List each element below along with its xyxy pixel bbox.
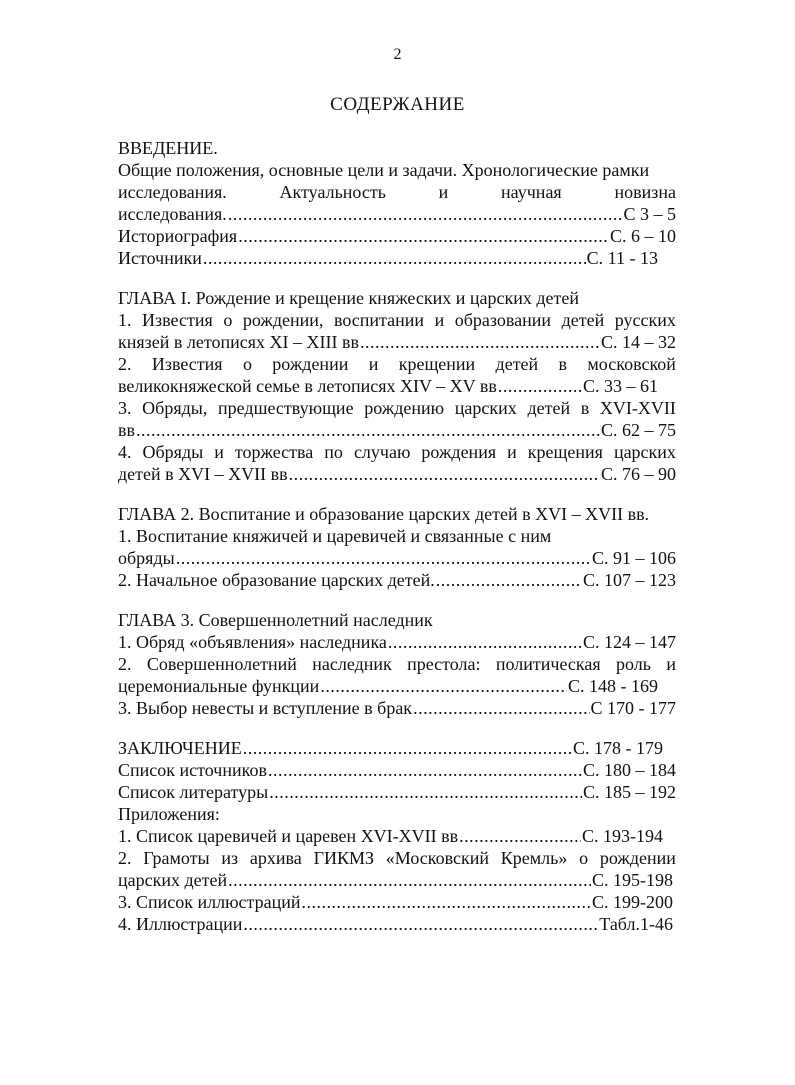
word: ГИКМЗ bbox=[313, 848, 374, 868]
toc-entry-appendix2 bbox=[118, 869, 673, 891]
word: и bbox=[438, 182, 449, 202]
leader-dots bbox=[320, 675, 567, 697]
entry-text: Список литературы bbox=[118, 782, 269, 802]
toc-entry-sources bbox=[118, 247, 658, 269]
entry-text: детей в XVI – XVII вв bbox=[118, 464, 288, 484]
word: 4. bbox=[118, 442, 132, 462]
word: архива bbox=[249, 848, 302, 868]
word: роль bbox=[616, 654, 651, 674]
chapter3-heading: ГЛАВА 3. Совершеннолетний наследник bbox=[118, 610, 433, 630]
entry-page: С. 76 – 90 bbox=[600, 464, 676, 484]
intro-heading: ВВЕДЕНИЕ. bbox=[118, 138, 218, 158]
word: рождения bbox=[421, 442, 497, 462]
toc-entry-historiography bbox=[118, 225, 676, 247]
page-title: СОДЕРЖАНИЕ bbox=[330, 94, 465, 115]
word: в bbox=[580, 398, 590, 418]
appendix2-line1 bbox=[118, 847, 676, 869]
entry-page: С. 107 – 123 bbox=[582, 570, 676, 590]
entry-page: С. 33 – 61 bbox=[582, 376, 658, 396]
word: престола: bbox=[407, 654, 481, 674]
word: Известия bbox=[151, 354, 223, 374]
entry-page: С. 199-200 bbox=[592, 892, 673, 912]
word: русских bbox=[614, 310, 676, 330]
toc-entry-intro bbox=[118, 203, 676, 225]
word: Известия bbox=[142, 310, 213, 330]
word: торжества bbox=[234, 442, 314, 462]
toc-entry-appendix1 bbox=[118, 825, 663, 847]
entry-page: С. 195-198 bbox=[592, 870, 673, 890]
word: детей bbox=[527, 398, 571, 418]
leader-dots bbox=[498, 375, 582, 397]
appendix-heading: Приложения: bbox=[118, 804, 220, 824]
toc-entry-chapter1-item4 bbox=[118, 463, 676, 485]
word: новизна bbox=[614, 182, 676, 202]
word: исследования. bbox=[118, 182, 227, 202]
entry-text: царских детей bbox=[118, 870, 228, 890]
leader-dots bbox=[459, 825, 581, 847]
entry-text: 1. Список царевичей и царевен XVI-XVII вв bbox=[118, 826, 459, 846]
entry-page: С. 91 – 106 bbox=[591, 548, 676, 568]
chapter2-item1-line1: 1. Воспитание княжичей и царевичей и связанные с ним bbox=[118, 526, 552, 546]
leader-dots bbox=[413, 697, 589, 719]
entry-text: вв bbox=[118, 420, 135, 440]
toc-entry-chapter1-item3 bbox=[118, 419, 676, 441]
entry-page: Табл.1-46 bbox=[599, 914, 673, 934]
leader-dots bbox=[268, 759, 582, 781]
entry-text: великокняжеской семье в летописях XIV – XV вв bbox=[118, 376, 497, 396]
entry-text: 2. Начальное образование царских детей. bbox=[118, 570, 435, 590]
word: и bbox=[666, 654, 676, 674]
toc-entry-literature bbox=[118, 781, 676, 803]
toc-entry-appendix3 bbox=[118, 891, 673, 913]
entry-text: 3. Выбор невесты и вступление в брак bbox=[118, 698, 413, 718]
leader-dots bbox=[243, 737, 572, 759]
entry-text: обряды bbox=[118, 548, 175, 568]
entry-text: Историография bbox=[118, 226, 238, 246]
word: научная bbox=[501, 182, 562, 202]
entry-page: С. 6 – 10 bbox=[609, 226, 676, 246]
word: о bbox=[579, 848, 589, 868]
toc-entry-appendix4 bbox=[118, 913, 673, 935]
entry-page: С. 14 – 32 bbox=[600, 332, 676, 352]
entry-text: ЗАКЛЮЧЕНИЕ bbox=[118, 738, 242, 758]
word: Актуальность bbox=[279, 182, 386, 202]
leader-dots bbox=[289, 463, 600, 485]
word: детей bbox=[495, 354, 539, 374]
intro-line-2 bbox=[118, 181, 676, 203]
chapter1-item4-line1 bbox=[118, 441, 676, 463]
word: о bbox=[242, 354, 252, 374]
entry-page: С. 11 - 13 bbox=[586, 248, 658, 268]
chapter3-item2-line1 bbox=[118, 653, 676, 675]
leader-dots bbox=[228, 203, 623, 225]
entry-text: 4. Иллюстрации bbox=[118, 914, 243, 934]
word: и bbox=[368, 354, 379, 374]
word: и bbox=[214, 442, 224, 462]
intro-line-1: Общие положения, основные цели и задачи. Хронологические рамки bbox=[118, 160, 650, 180]
toc-entry-chapter2-item2 bbox=[118, 569, 676, 591]
word: «Московский bbox=[385, 848, 489, 868]
word: и bbox=[507, 442, 517, 462]
word: Грамоты bbox=[143, 848, 210, 868]
toc-entry-chapter1-item1 bbox=[118, 331, 676, 353]
word: из bbox=[221, 848, 239, 868]
word: случаю bbox=[353, 442, 411, 462]
leader-dots bbox=[436, 569, 582, 591]
chapter1-item2-line1 bbox=[118, 353, 676, 375]
entry-page: С 170 - 177 bbox=[590, 698, 676, 718]
entry-text: князей в летописях XI – XIII вв bbox=[118, 332, 359, 352]
entry-page: С. 180 – 184 bbox=[582, 760, 676, 780]
word: 2. bbox=[118, 354, 132, 374]
word: царских bbox=[454, 398, 517, 418]
toc-entry-source-list bbox=[118, 759, 676, 781]
entry-text: 3. Список иллюстраций bbox=[118, 892, 301, 912]
leader-dots bbox=[136, 419, 600, 441]
word: по bbox=[324, 442, 343, 462]
word: 2. bbox=[118, 654, 132, 674]
toc-entry-chapter2-item1 bbox=[118, 547, 676, 569]
leader-dots bbox=[360, 331, 600, 353]
leader-dots bbox=[203, 247, 586, 269]
entry-text: Список источников bbox=[118, 760, 267, 780]
toc-entry-chapter3-item2 bbox=[118, 675, 658, 697]
word: крещения bbox=[527, 442, 603, 462]
entry-text: 1. Обряд «объявления» наследника bbox=[118, 632, 387, 652]
word: рождении bbox=[272, 354, 349, 374]
entry-text: церемониальные функции bbox=[118, 676, 320, 696]
leader-dots bbox=[269, 781, 582, 803]
word: московской bbox=[587, 354, 676, 374]
chapter1-item1-line1 bbox=[118, 309, 676, 331]
chapter1-item3-line1 bbox=[118, 397, 676, 419]
leader-dots bbox=[238, 225, 609, 247]
toc-entry-chapter3-item3 bbox=[118, 697, 676, 719]
word: XVI-XVII bbox=[599, 398, 676, 418]
entry-text: Источники bbox=[118, 248, 202, 268]
word: политическая bbox=[495, 654, 601, 674]
leader-dots bbox=[176, 547, 591, 569]
word: в bbox=[558, 354, 568, 374]
word: предшествующие bbox=[218, 398, 354, 418]
entry-page: С. 148 - 169 bbox=[568, 676, 658, 696]
word: детей bbox=[561, 310, 605, 330]
word: рождении bbox=[599, 848, 676, 868]
entry-page: С. 185 – 192 bbox=[582, 782, 676, 802]
word: Кремль» bbox=[500, 848, 568, 868]
word: 2. bbox=[118, 848, 132, 868]
entry-page: С. 193-194 bbox=[582, 826, 663, 846]
word: наследник bbox=[312, 654, 392, 674]
toc-entry-conclusion bbox=[118, 737, 663, 759]
entry-page: С. 62 – 75 bbox=[600, 420, 676, 440]
word: 3. bbox=[118, 398, 132, 418]
word: Обряды, bbox=[142, 398, 208, 418]
leader-dots bbox=[228, 869, 591, 891]
word: о bbox=[223, 310, 233, 330]
page-number: 2 bbox=[393, 46, 402, 63]
word: и bbox=[434, 310, 445, 330]
toc-entry-chapter1-item2 bbox=[118, 375, 658, 397]
entry-page: С 3 – 5 bbox=[623, 204, 676, 224]
word: 1. bbox=[118, 310, 132, 330]
word: Обряды bbox=[142, 442, 204, 462]
entry-page: С. 124 – 147 bbox=[582, 632, 676, 652]
word: воспитании bbox=[333, 310, 425, 330]
chapter1-heading: ГЛАВА I. Рождение и крещение княжеских и царских детей bbox=[118, 288, 579, 308]
toc-entry-chapter3-item1 bbox=[118, 631, 676, 653]
word: рождении, bbox=[242, 310, 324, 330]
word: Совершеннолетний bbox=[146, 654, 297, 674]
leader-dots bbox=[243, 913, 598, 935]
leader-dots bbox=[388, 631, 582, 653]
entry-page: С. 178 - 179 bbox=[573, 738, 663, 758]
word: образовании bbox=[454, 310, 552, 330]
word: крещении bbox=[398, 354, 476, 374]
word: царских bbox=[613, 442, 676, 462]
chapter2-heading: ГЛАВА 2. Воспитание и образование царских детей в XVI – XVII вв. bbox=[118, 504, 650, 524]
entry-text: исследования. bbox=[118, 204, 227, 224]
leader-dots bbox=[302, 891, 591, 913]
word: рождению bbox=[364, 398, 445, 418]
